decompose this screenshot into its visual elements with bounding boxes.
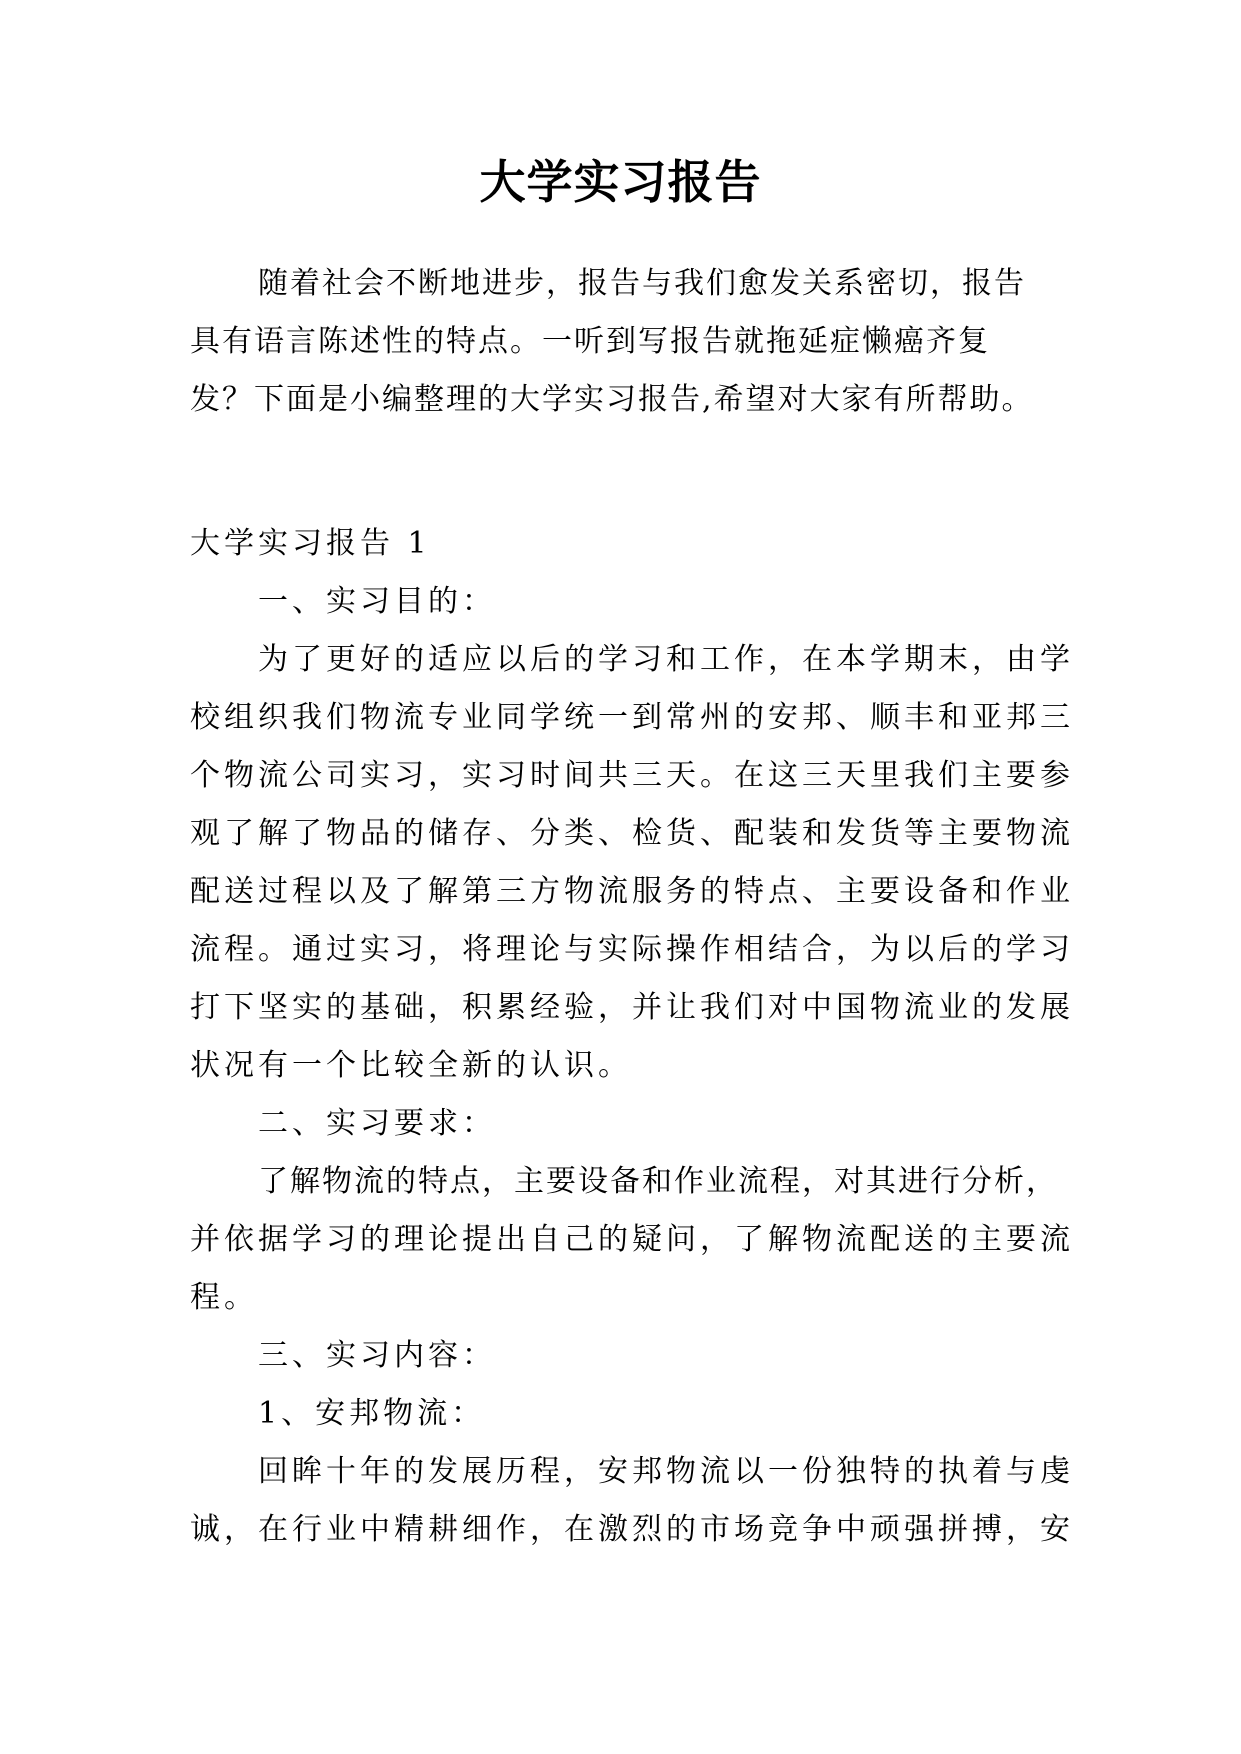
heading-requirements: 二、实习要求： bbox=[258, 1106, 496, 1141]
intro-line: 随着社会不断地进步，报告与我们愈发关系密切，报告 bbox=[258, 266, 1026, 301]
purpose-line: 打下坚实的基础，积累经验，并让我们对中国物流业的发展 bbox=[190, 990, 1074, 1025]
section-title: 大学实习报告 1 bbox=[190, 526, 431, 561]
anbang-line: 回眸十年的发展历程，安邦物流以一份独特的执着与虔 bbox=[258, 1454, 1074, 1489]
purpose-line: 个物流公司实习，实习时间共三天。在这三天里我们主要参 bbox=[190, 758, 1074, 793]
requirements-line: 了解物流的特点，主要设备和作业流程，对其进行分析， bbox=[258, 1164, 1058, 1199]
heading-purpose: 一、实习目的： bbox=[258, 584, 496, 619]
purpose-line: 校组织我们物流专业同学统一到常州的安邦、顺丰和亚邦三 bbox=[190, 700, 1074, 735]
heading-content: 三、实习内容： bbox=[258, 1338, 496, 1373]
purpose-line: 流程。通过实习，将理论与实际操作相结合，为以后的学习 bbox=[190, 932, 1074, 967]
intro-line: 具有语言陈述性的特点。一听到写报告就拖延症懒癌齐复 bbox=[190, 324, 990, 359]
purpose-line: 观了解了物品的储存、分类、检货、配装和发货等主要物流 bbox=[190, 816, 1074, 851]
purpose-line: 为了更好的适应以后的学习和工作，在本学期末，由学 bbox=[258, 642, 1074, 677]
requirements-line: 程。 bbox=[190, 1280, 258, 1315]
anbang-line: 诚，在行业中精耕细作，在激烈的市场竞争中顽强拼搏，安 bbox=[190, 1512, 1074, 1547]
purpose-line: 状况有一个比较全新的认识。 bbox=[190, 1048, 632, 1083]
intro-line: 发？下面是小编整理的大学实习报告,希望对大家有所帮助。 bbox=[190, 382, 1034, 417]
heading-anbang: 1、安邦物流： bbox=[258, 1396, 486, 1431]
purpose-line: 配送过程以及了解第三方物流服务的特点、主要设备和作业 bbox=[190, 874, 1074, 909]
document-title: 大学实习报告 bbox=[479, 155, 762, 209]
requirements-line: 并依据学习的理论提出自己的疑问，了解物流配送的主要流 bbox=[190, 1222, 1074, 1257]
